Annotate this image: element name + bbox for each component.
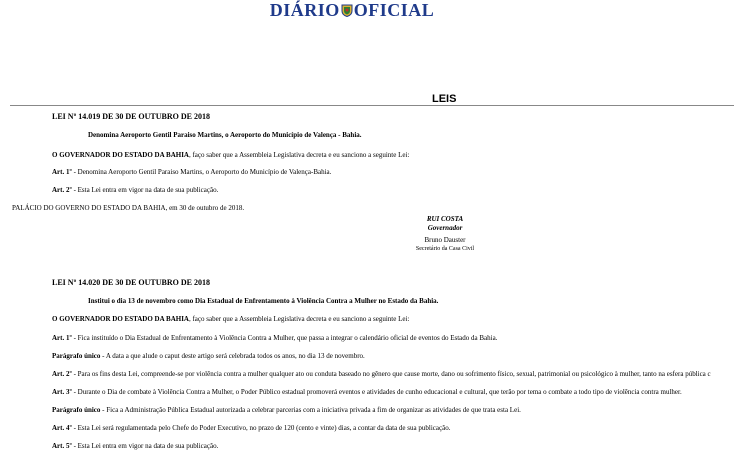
law-article bbox=[52, 334, 497, 343]
preamble-bold: O GOVERNADOR DO ESTADO DA BAHIA bbox=[52, 151, 189, 159]
law-article bbox=[52, 370, 711, 379]
article-text: - Denomina Aeroporto Gentil Paraiso Martins, o Aeroporto do Município de Valença-Bahia. bbox=[71, 168, 332, 176]
article-label: Art. 1º bbox=[52, 168, 72, 176]
law-paragraph bbox=[52, 406, 521, 415]
article-text: - Fica instituído o Dia Estadual de Enfrentamento à Violência Contra a Mulher, que passa a integrar o calendário oficial de eventos do Estado da Bahia. bbox=[71, 334, 498, 342]
masthead-brand[interactable] bbox=[270, 0, 435, 20]
law-article bbox=[52, 424, 450, 433]
article-label: Art. 1º bbox=[52, 334, 72, 342]
article-text: - Fica a Administração Pública Estadual autorizada a celebrar parcerias com a iniciativa privada a fim de organizar as atividades de que trata esta Lei. bbox=[100, 406, 521, 414]
article-text: - A data a que alude o caput deste artigo será celebrada todos os anos, no dia 13 de novembro. bbox=[100, 352, 365, 360]
law-article bbox=[52, 168, 331, 177]
preamble-text: , faço saber que a Assembleia Legislativa decreta e eu sanciono a seguinte Lei: bbox=[188, 315, 410, 323]
section-title: LEIS bbox=[432, 93, 457, 105]
signatory-role-2: Secretário da Casa Civil bbox=[415, 246, 475, 252]
article-text: - Durante o Dia de combate à Violência Contra a Mulher, o Poder Público estadual promoverá eventos e atividades de cunho educacional e cultural, que terão por tema o combate a todo tipo de violência contra mulher. bbox=[71, 388, 682, 396]
preamble-text: , faço saber que a Assembleia Legislativa decreta e eu sanciono a seguinte Lei: bbox=[188, 151, 410, 159]
law-preamble bbox=[52, 151, 409, 160]
law-ementa: Denomina Aeroporto Gentil Paraiso Martins, o Aeroporto do Município de Valença - Bahia. bbox=[88, 131, 362, 139]
signatory-role: Governador bbox=[427, 224, 463, 232]
coat-of-arms-icon bbox=[341, 4, 353, 17]
law-heading: LEI Nº 14.019 DE 30 DE OUTUBRO DE 2018 bbox=[52, 112, 210, 121]
masthead bbox=[0, 0, 734, 22]
palacio-line: PALÁCIO DO GOVERNO DO ESTADO DA BAHIA, em 30 de outubro de 2018. bbox=[12, 204, 245, 212]
article-label: Art. 3º bbox=[52, 388, 72, 396]
law-article bbox=[52, 442, 218, 451]
masthead-title-right: OFICIAL bbox=[353, 0, 435, 20]
article-text: - Esta Lei entra em vigor na data de sua publicação. bbox=[71, 186, 219, 194]
article-label: Art. 2º bbox=[52, 370, 72, 378]
article-text: - Esta Lei será regulamentada pelo Chefe do Poder Executivo, no prazo de 120 (cento e vinte) dias, a contar da data de sua publicação. bbox=[71, 424, 451, 432]
signatory-name-2: Bruno Dauster bbox=[424, 236, 466, 244]
law-article bbox=[52, 186, 218, 195]
law-ementa: Institui o dia 13 de novembro como Dia Estadual de Enfrentamento à Violência Contra a Mulher no Estado da Bahia. bbox=[88, 297, 439, 305]
article-label: Art. 2º bbox=[52, 186, 72, 194]
article-label: Art. 4º bbox=[52, 424, 72, 432]
article-text: - Esta Lei entra em vigor na data de sua publicação. bbox=[71, 442, 219, 450]
preamble-bold: O GOVERNADOR DO ESTADO DA BAHIA bbox=[52, 315, 189, 323]
law-article bbox=[52, 388, 682, 397]
masthead-title-left: DIÁRIO bbox=[269, 0, 340, 20]
article-text: - Para os fins desta Lei, compreende-se por violência contra a mulher qualquer ato ou conduta baseado no gênero que cause morte, dano ou sofrimento físico, sexual, patrimonial ou psicológico à mulher, tanto na esfera pública c bbox=[71, 370, 711, 378]
signatory-name: RUI COSTA bbox=[426, 215, 464, 223]
section-divider bbox=[10, 105, 734, 106]
article-label: Parágrafo único bbox=[52, 352, 101, 360]
article-label: Art. 5º bbox=[52, 442, 72, 450]
law-preamble bbox=[52, 315, 409, 324]
law-paragraph bbox=[52, 352, 365, 361]
law-heading: LEI Nº 14.020 DE 30 DE OUTUBRO DE 2018 bbox=[52, 278, 210, 287]
article-label: Parágrafo único bbox=[52, 406, 101, 414]
